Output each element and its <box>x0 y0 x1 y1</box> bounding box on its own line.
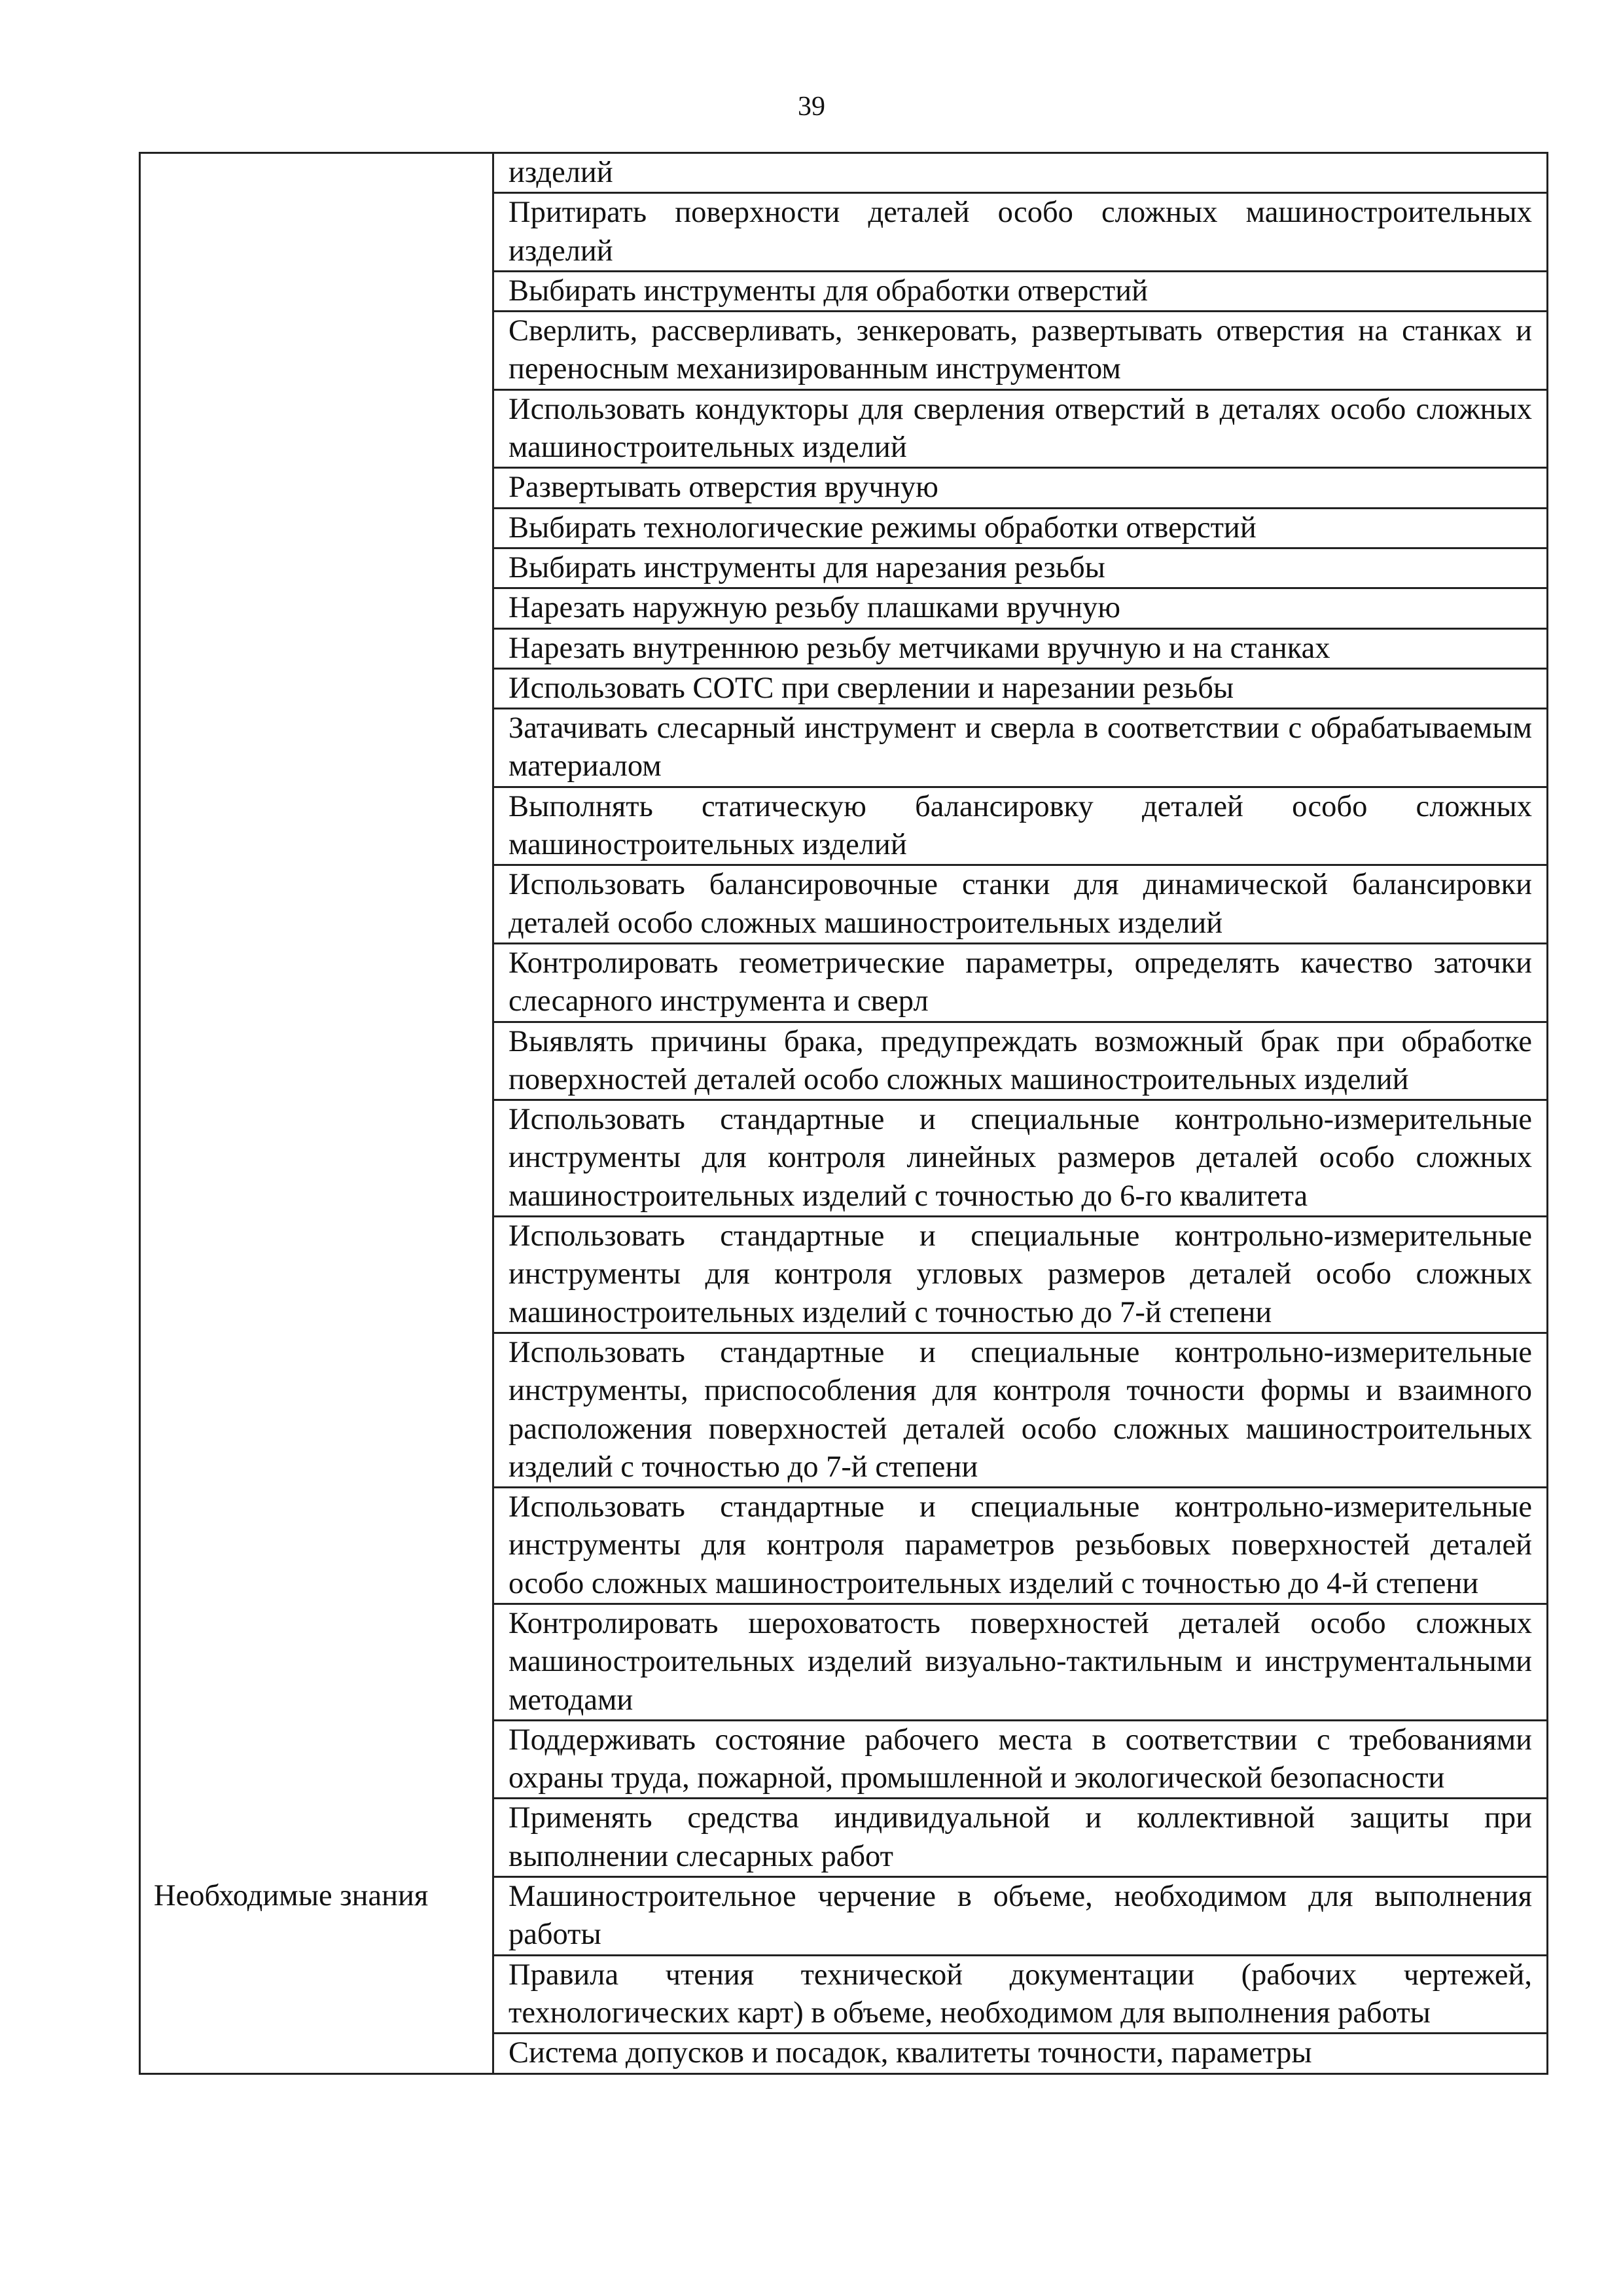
skills-item: Сверлить, рассверливать, зенкеровать, развертывать отверстия на станках и переносным механизированным инструментом <box>493 312 1548 390</box>
requirements-table <box>139 152 1548 2075</box>
skills-item: Применять средства индивидуальной и коллективной защиты при выполнении слесарных работ <box>493 1799 1548 1877</box>
skills-item: Выбирать технологические режимы обработки отверстий <box>493 508 1548 548</box>
table-row <box>140 153 1548 193</box>
skills-item: Поддерживать состояние рабочего места в соответствии с требованиями охраны труда, пожарной, промышленной и экологической безопасности <box>493 1720 1548 1799</box>
skills-item: Использовать стандартные и специальные контрольно-измерительные инструменты для контроля угловых размеров деталей особо сложных машиностроительных изделий с точностью до 7-й степени <box>493 1217 1548 1333</box>
knowledge-item: Правила чтения технической документации (рабочих чертежей, технологических карт) в объеме, необходимом для выполнения работы <box>493 1955 1548 2034</box>
skills-item: Использовать стандартные и специальные контрольно-измерительные инструменты для контроля линейных размеров деталей особо сложных машиностроительных изделий с точностью до 6-го квалитета <box>493 1100 1548 1217</box>
page-number: 39 <box>798 92 825 122</box>
table-row <box>140 1877 1548 1956</box>
skills-item: Нарезать наружную резьбу плашками вручную <box>493 588 1548 628</box>
skills-item: Использовать кондукторы для сверления отверстий в деталях особо сложных машиностроительных изделий <box>493 389 1548 468</box>
skills-item: Нарезать внутреннюю резьбу метчиками вручную и на станках <box>493 628 1548 668</box>
skills-item: Контролировать геометрические параметры, определять качество заточки слесарного инструмента и сверл <box>493 943 1548 1022</box>
skills-item: Притирать поверхности деталей особо сложных машиностроительных изделий <box>493 193 1548 272</box>
skills-item: Использовать балансировочные станки для динамической балансировки деталей особо сложных машиностроительных изделий <box>493 865 1548 944</box>
knowledge-item: Система допусков и посадок, квалитеты точности, параметры <box>493 2034 1548 2073</box>
skills-item: Выбирать инструменты для обработки отверстий <box>493 271 1548 311</box>
skills-item: Выполнять статическую балансировку деталей особо сложных машиностроительных изделий <box>493 787 1548 865</box>
knowledge-section-label: Необходимые знания <box>140 1877 493 2073</box>
skills-item: изделий <box>493 153 1548 193</box>
skills-item: Использовать СОТС при сверлении и нарезании резьбы <box>493 668 1548 708</box>
requirements-table-body <box>140 153 1548 2074</box>
skills-item: Контролировать шероховатость поверхностей деталей особо сложных машиностроительных изделий визуально-тактильным и инструментальными методами <box>493 1604 1548 1720</box>
skills-section-label <box>140 153 493 1877</box>
skills-item: Затачивать слесарный инструмент и сверла в соответствии с обрабатываемым материалом <box>493 709 1548 787</box>
knowledge-item: Машиностроительное черчение в объеме, необходимом для выполнения работы <box>493 1877 1548 1956</box>
skills-item: Выявлять причины брака, предупреждать возможный брак при обработке поверхностей деталей особо сложных машиностроительных изделий <box>493 1022 1548 1100</box>
skills-item: Выбирать инструменты для нарезания резьбы <box>493 548 1548 588</box>
skills-item: Использовать стандартные и специальные контрольно-измерительные инструменты для контроля параметров резьбовых поверхностей деталей особо сложных машиностроительных изделий с точностью до 4-й степени <box>493 1488 1548 1604</box>
skills-item: Использовать стандартные и специальные контрольно-измерительные инструменты, приспособления для контроля точности формы и взаимного расположения поверхностей деталей особо сложных машиностроительных изделий с точностью до 7-й степени <box>493 1333 1548 1487</box>
skills-item: Развертывать отверстия вручную <box>493 468 1548 508</box>
